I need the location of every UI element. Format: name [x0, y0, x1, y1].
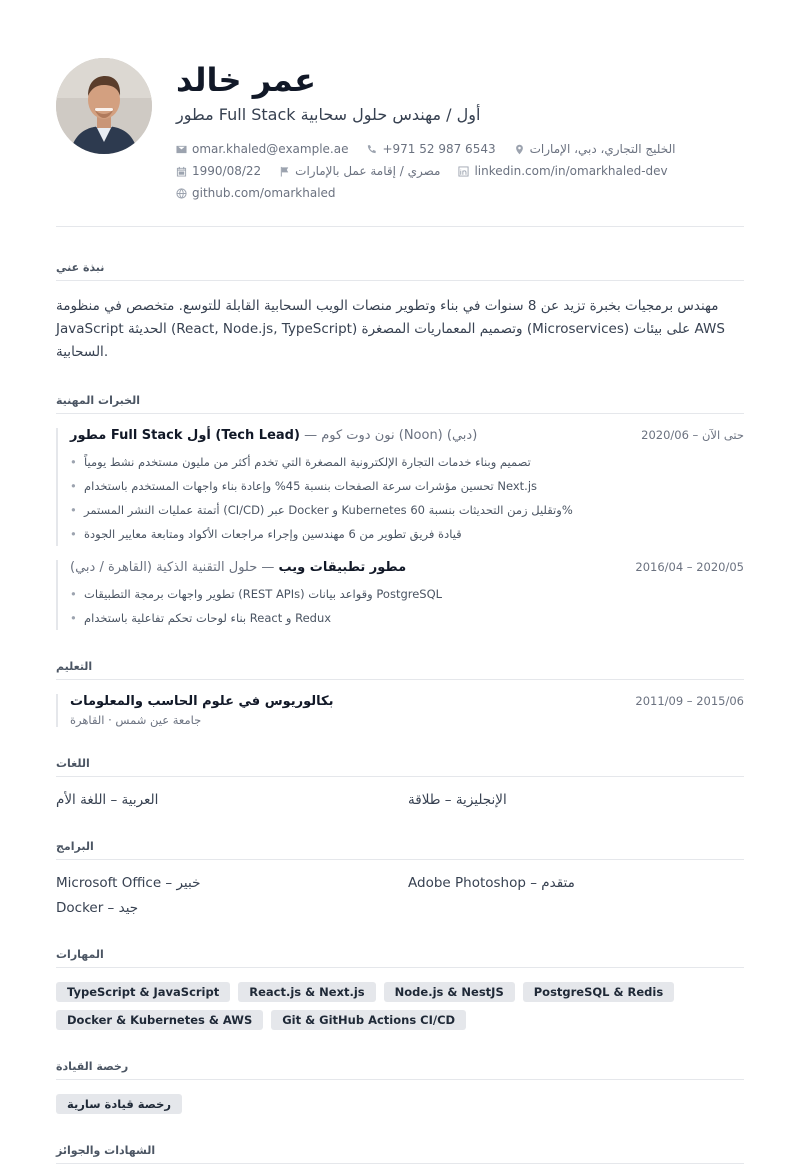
contact-linkedin[interactable]: linkedin.com/in/omarkhaled-dev: [458, 160, 667, 182]
about-text: مهندس برمجيات بخبرة تزيد عن 8 سنوات في بناء وتطوير منصات الويب السحابية القابلة للتوسع. متخصص في منظومة JavaScript الحديثة (React, Node.js, TypeScript) وتصميم المعماريات المصغرة (Microservices) على بيئات AWS السحابية.: [56, 298, 725, 360]
job-date: 2020/06 – حتى الآن: [641, 428, 744, 442]
globe-icon: [176, 188, 187, 199]
license-tag: رخصة قيادة سارية: [56, 1094, 182, 1114]
calendar-icon: [176, 166, 187, 177]
section-title-license: رخصة القيادة: [56, 1060, 744, 1080]
languages-section: [56, 757, 744, 810]
section-title-skills: المهارات: [56, 948, 744, 968]
skill-tag: Node.js & NestJS: [384, 982, 515, 1002]
job-entry: [56, 428, 744, 546]
avatar: [56, 58, 152, 154]
skill-tag: React.js & Next.js: [238, 982, 375, 1002]
contact-birthdate: 1990/08/22: [176, 160, 261, 182]
education-date: 2011/09 – 2015/06: [635, 694, 744, 708]
skill-tag: PostgreSQL & Redis: [523, 982, 674, 1002]
linkedin-icon: [458, 166, 469, 177]
software-item: Adobe Photoshop – متقدم: [408, 875, 575, 891]
list-item: • تطوير واجهات برمجة التطبيقات (REST APIs) وقواعد بيانات PostgreSQL: [70, 582, 744, 606]
education-degree: بكالوريوس في علوم الحاسب والمعلومات: [70, 694, 334, 709]
software-section: [56, 840, 744, 918]
list-item: • تحسين مؤشرات سرعة الصفحات بنسبة 45% وإعادة بناء واجهات المستخدم باستخدام Next.js: [70, 474, 744, 498]
job-title-line: مطور Full Stack أول (Tech Lead) — نون دوت كوم (Noon) (دبي): [70, 428, 478, 443]
list-item: • بناء لوحات تحكم تفاعلية باستخدام React و Redux: [70, 606, 744, 630]
section-title-about: نبذة عني: [56, 261, 744, 281]
education-school: جامعة عين شمس · القاهرة: [70, 713, 202, 727]
contact-email[interactable]: omar.khaled@example.ae: [176, 138, 348, 160]
language-item: العربية – اللغة الأم: [56, 792, 159, 808]
list-item: • قيادة فريق تطوير من 6 مهندسين وإجراء مراجعات الأكواد ومتابعة معايير الجودة: [70, 522, 744, 546]
skill-tag: TypeScript & JavaScript: [56, 982, 230, 1002]
contact-info: [176, 138, 744, 204]
contact-nationality: مصري / إقامة عمل بالإمارات: [279, 160, 440, 182]
education-section: [56, 660, 744, 727]
list-item: • أتمتة عمليات النشر المستمر (CI/CD) عبر Docker و Kubernetes وتقليل زمن التحديثات بنسبة 60%: [70, 498, 744, 522]
job-title-line: مطور تطبيقات ويب — حلول التقنية الذكية (القاهرة / دبي): [70, 560, 407, 575]
map-pin-icon: [514, 144, 525, 155]
skills-tags: [56, 982, 744, 1030]
skill-tag: Docker & Kubernetes & AWS: [56, 1010, 263, 1030]
candidate-name: عمر خالد: [176, 61, 316, 99]
software-item: Docker – جيد: [56, 900, 139, 916]
section-title-software: البرامج: [56, 840, 744, 860]
experience-section: [56, 394, 744, 630]
candidate-title: مطور Full Stack أول / مهندس حلول سحابية: [176, 105, 481, 124]
skill-tag: Git & GitHub Actions CI/CD: [271, 1010, 466, 1030]
software-item: Microsoft Office – خبير: [56, 875, 201, 891]
contact-location: الخليج التجاري، دبي، الإمارات: [514, 138, 676, 160]
contact-github[interactable]: github.com/omarkhaled: [176, 182, 336, 204]
job-company: نون دوت كوم (Noon) (دبي): [321, 428, 478, 443]
envelope-icon: [176, 144, 187, 155]
phone-icon: [366, 144, 377, 155]
section-title-languages: اللغات: [56, 757, 744, 777]
contact-phone[interactable]: +971 52 987 6543: [366, 138, 495, 160]
certs-section: [56, 1144, 744, 1164]
skills-section: [56, 948, 744, 1030]
job-entry: [56, 560, 744, 630]
job-role: مطور Full Stack أول (Tech Lead): [70, 428, 300, 443]
job-role: مطور تطبيقات ويب: [278, 560, 407, 575]
job-company: حلول التقنية الذكية (القاهرة / دبي): [70, 560, 258, 575]
list-item: • تصميم وبناء خدمات التجارة الإلكترونية المصغرة التي تخدم أكثر من مليون مستخدم نشط يومياً: [70, 450, 744, 474]
section-title-education: التعليم: [56, 660, 744, 680]
about-section: [56, 261, 744, 364]
resume-header: [56, 58, 744, 227]
education-entry: [56, 694, 744, 727]
job-bullets: [70, 582, 744, 630]
license-section: [56, 1060, 744, 1114]
job-date: 2016/04 – 2020/05: [635, 560, 744, 574]
section-title-certs: الشهادات والجوائز: [56, 1144, 744, 1164]
job-bullets: [70, 450, 744, 546]
language-item: الإنجليزية – طلاقة: [408, 792, 507, 808]
flag-icon: [279, 166, 290, 177]
section-title-experience: الخبرات المهنية: [56, 394, 744, 414]
